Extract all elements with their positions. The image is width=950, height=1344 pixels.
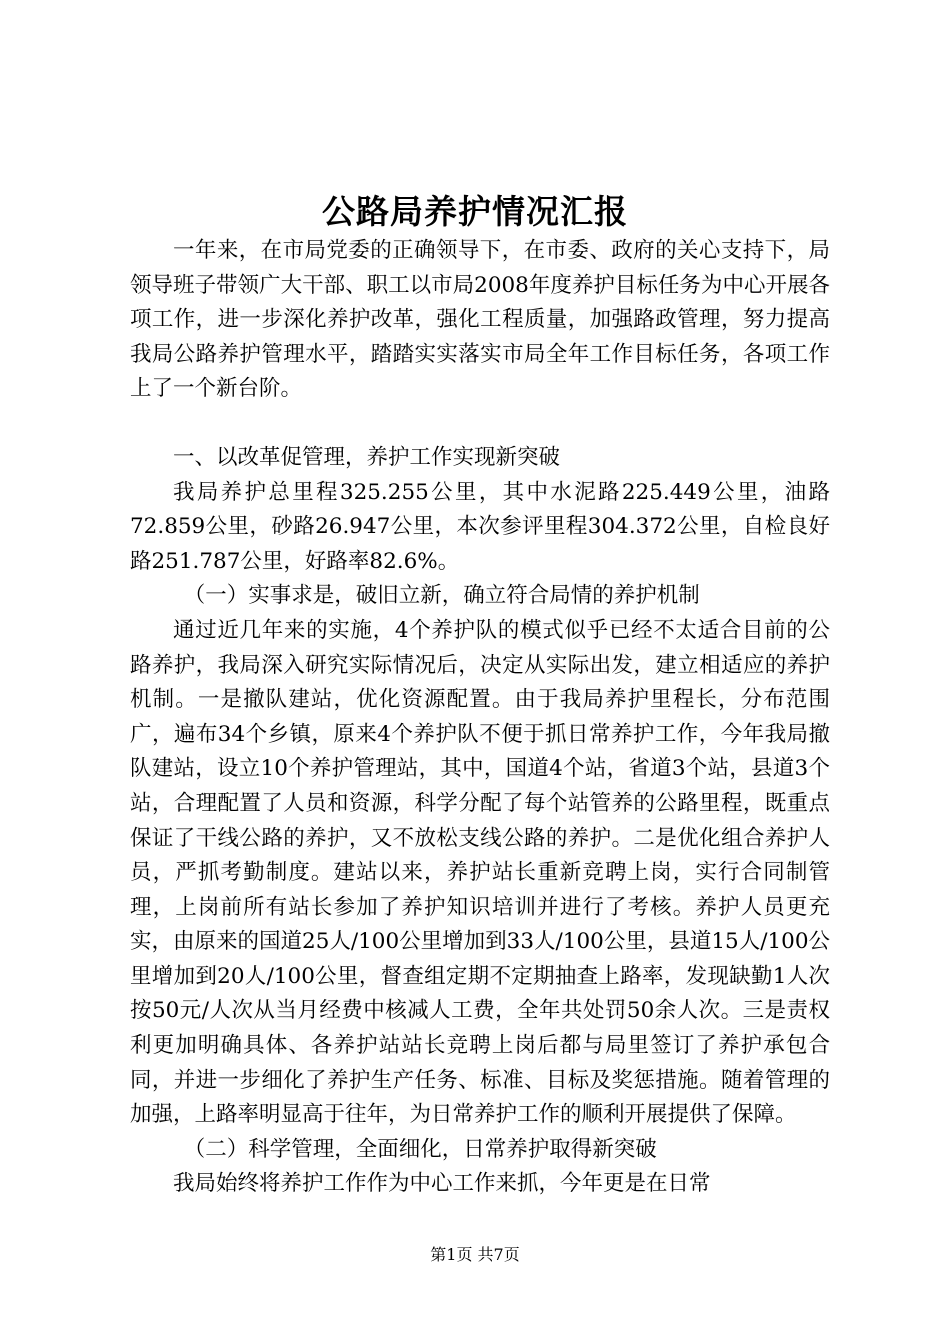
section-heading-1: 一、以改革促管理，养护工作实现新突破 — [173, 444, 561, 470]
document-title: 公路局养护情况汇报 — [322, 192, 628, 231]
mechanism-paragraph: 通过近几年来的实施，4个养护队的模式似乎已经不太适合目前的公路养护，我局深入研究实际情况后，决定从实际出发，建立相适应的养护机制。一是撤队建站，优化资源配置。由于我局养护里程长，分布范围广，遍布34个乡镇，原来4个养护队不便于抓日常养护工作，今年我局撤队建站，设立10个养护管理站，其中，国道4个站，省道3个站，县道3个站，合理配置了人员和资源，科学分配了每个站管养的公路里程，既重点保证了干线公路的养护，又不放松支线公路的养护。二是优化组合养护人员，严抓考勤制度。建站以来，养护站长重新竞聘上岗，实行合同制管理，上岗前所有站长参加了养护知识培训并进行了考核。养护人员更充实，由原来的国道25人/100公里增加到33人/100公里，县道15人/100公里增加到20人/100公里，督查组定期不定期抽查上路率，发现缺勤1人次按50元/人次从当月经费中核减人工费，全年共处罚50余人次。三是责权利更加明确具体、各养护站站长竞聘上岗后都与局里签订了养护承包合同，并进一步细化了养护生产任务、标准、目标及奖惩措施。随着管理的加强，上路率明显高于往年，为日常养护工作的顺利开展提供了保障。 — [130, 617, 830, 1128]
document-body — [130, 234, 830, 1202]
intro-paragraph: 一年来，在市局党委的正确领导下，在市委、政府的关心支持下，局领导班子带领广大干部、职工以市局2008年度养护目标任务为中心开展各项工作，进一步深化养护改革，强化工程质量，加强路政管理，努力提高我局公路养护管理水平，踏踏实实落实市局全年工作目标任务，各项工作上了一个新台阶。 — [130, 238, 830, 402]
subsection-heading-2: （二）科学管理，全面细化，日常养护取得新突破 — [183, 1136, 657, 1162]
mileage-paragraph: 我局养护总里程325.255公里，其中水泥路225.449公里，油路72.859公里，砂路26.947公里，本次参评里程304.372公里，自检良好路251.787公里，好路率82.6%。 — [130, 479, 830, 574]
page-footer: 第1页 共7页 — [430, 1245, 520, 1264]
daily-maintenance-paragraph: 我局始终将养护工作作为中心工作来抓，今年更是在日常 — [173, 1171, 711, 1197]
subsection-heading-1: （一）实事求是，破旧立新，确立符合局情的养护机制 — [183, 583, 700, 609]
